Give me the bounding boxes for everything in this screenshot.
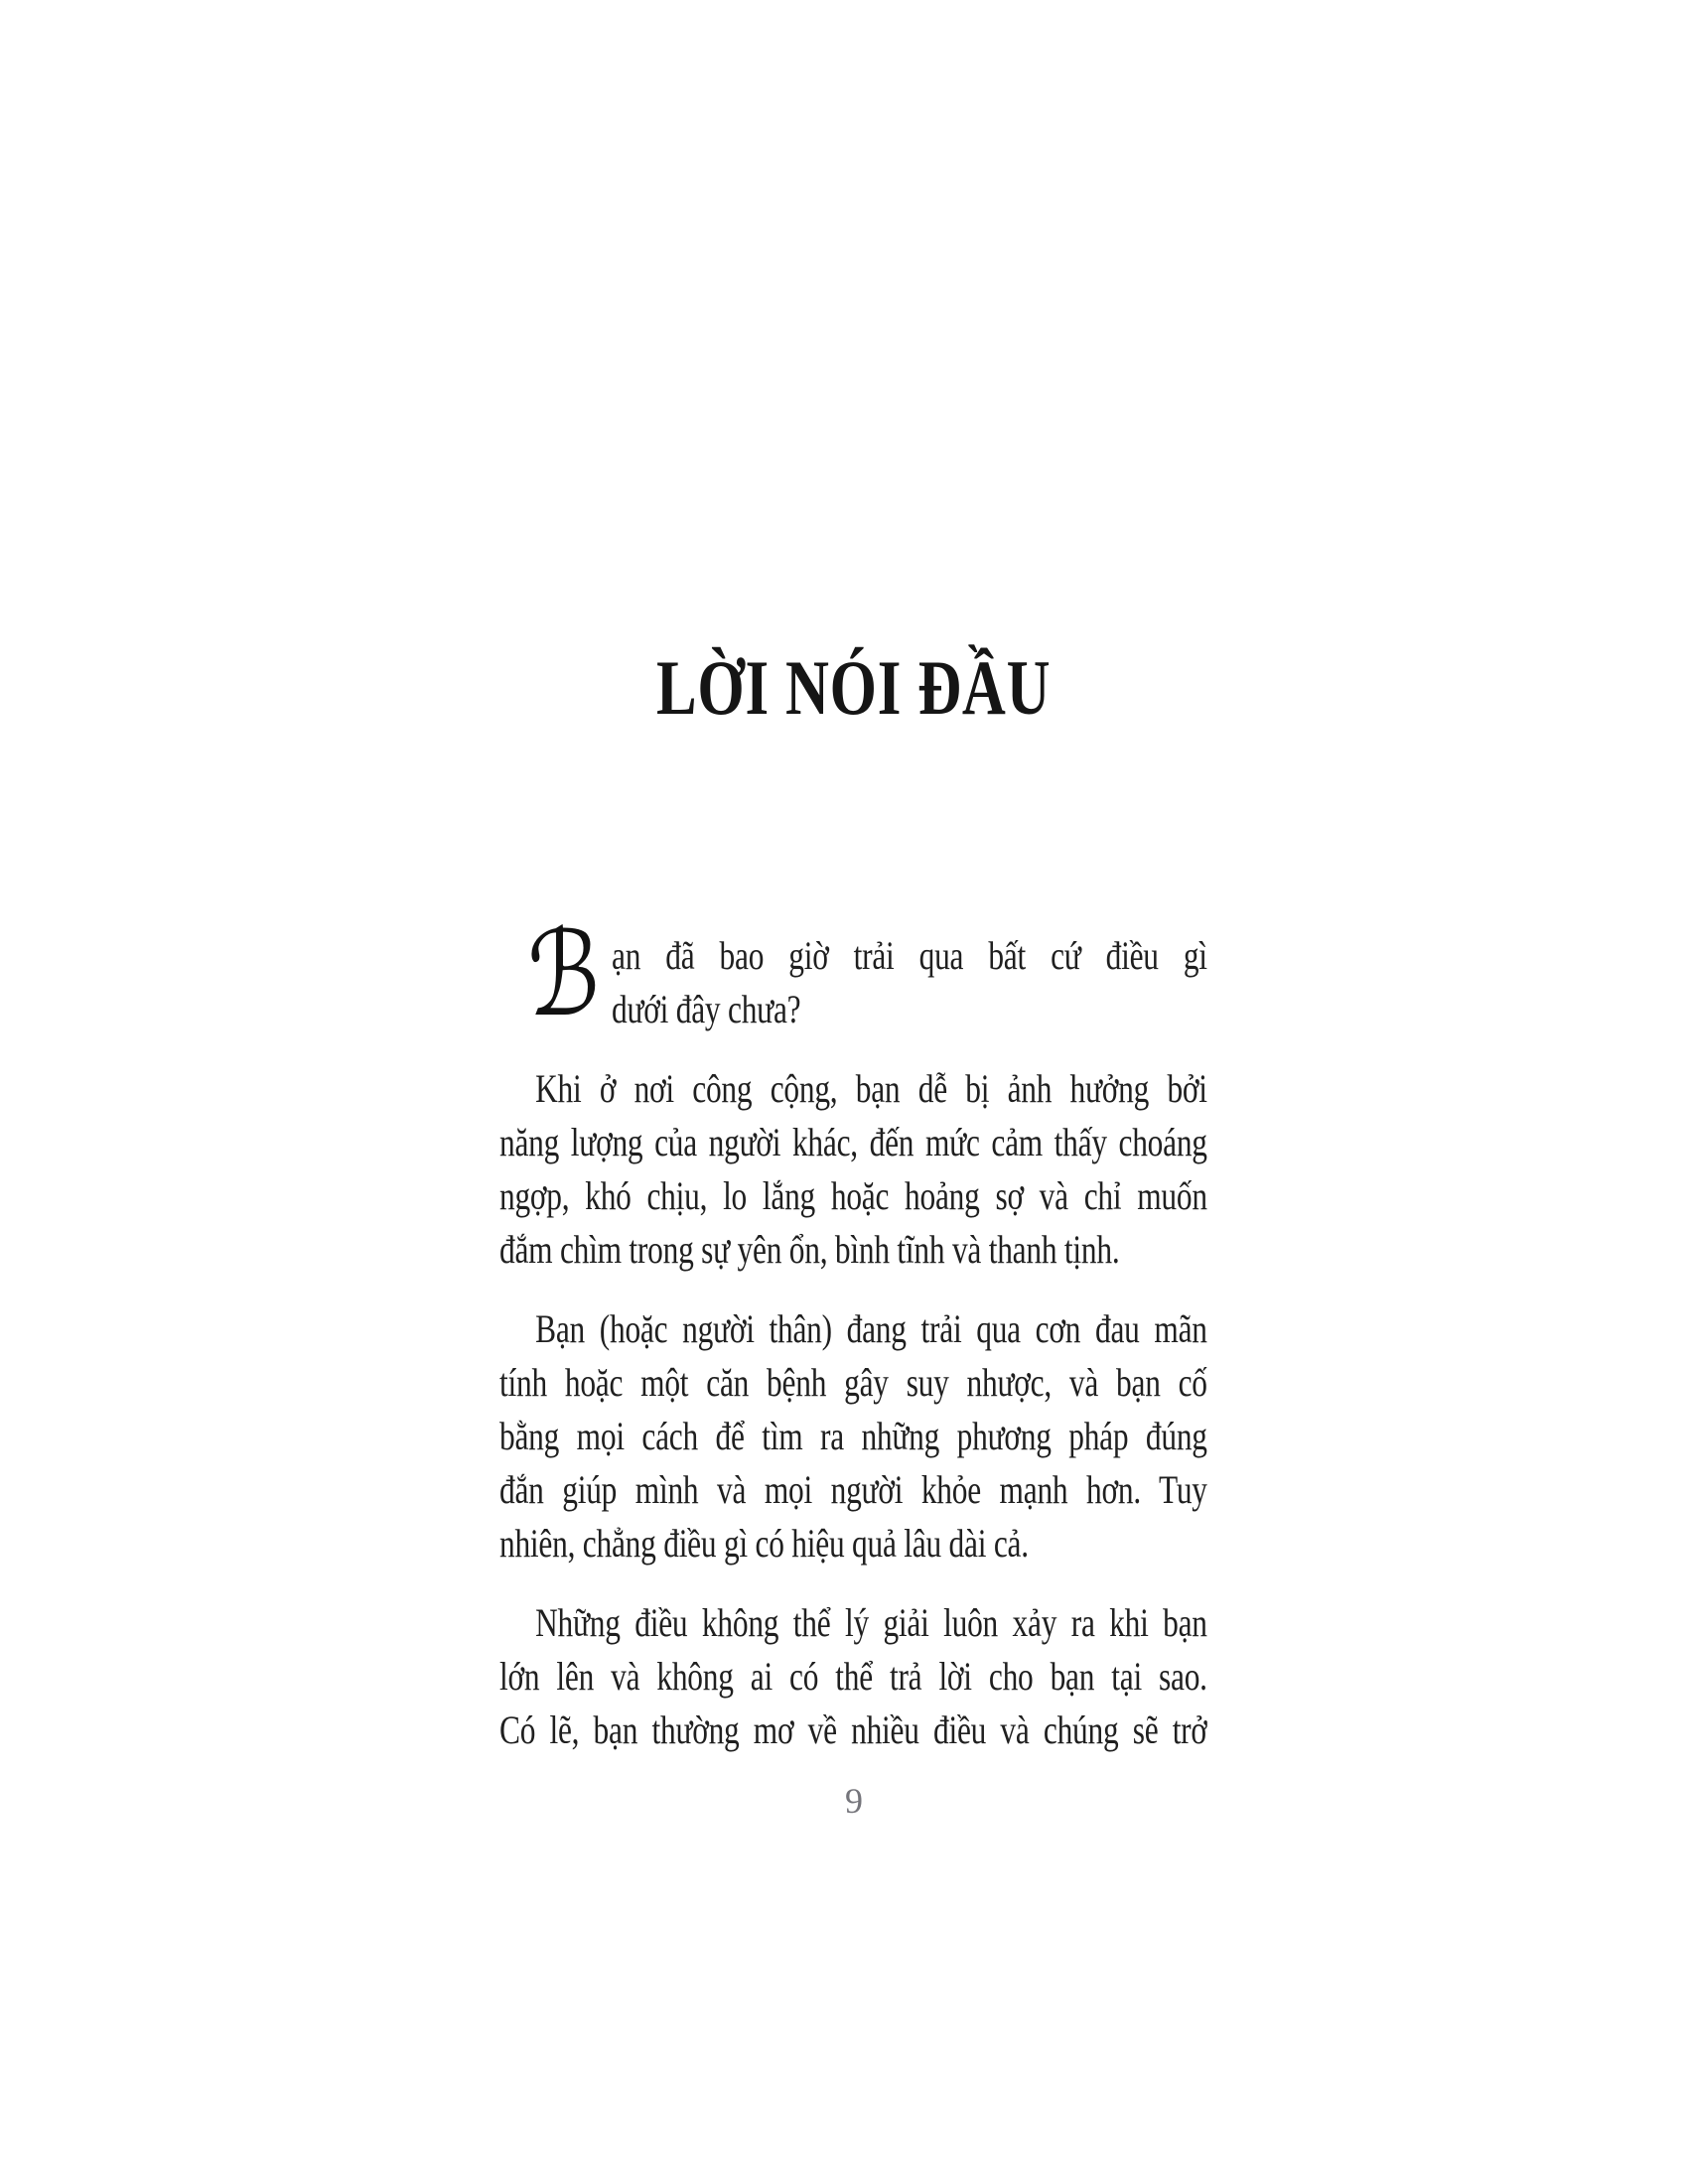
paragraph bbox=[499, 1596, 1207, 1757]
text-line: đắm chìm trong sự yên ổn, bình tĩnh và thanh tịnh. bbox=[499, 1227, 1120, 1272]
text-line: dưới đây chưa? bbox=[612, 987, 801, 1031]
paragraph bbox=[499, 1302, 1207, 1570]
text-line: năng lượng của người khác, đến mức cảm thấy choáng bbox=[499, 1120, 1207, 1164]
text-line: lớn lên và không ai có thể trả lời cho bạn tại sao. bbox=[499, 1654, 1207, 1699]
text-line: ạn đã bao giờ trải qua bất cứ điều gì bbox=[612, 933, 1207, 978]
paragraph-opening bbox=[499, 905, 1207, 1042]
text-line: Những điều không thể lý giải luôn xảy ra khi bạn bbox=[535, 1600, 1207, 1645]
body-text bbox=[499, 905, 1207, 1783]
text-line: đắn giúp mình và mọi người khỏe mạnh hơn. Tuy bbox=[499, 1467, 1207, 1512]
chapter-title-text: LỜI NÓI ĐẦU bbox=[656, 644, 1052, 731]
text-line: Khi ở nơi công cộng, bạn dễ bị ảnh hưởng bởi bbox=[535, 1066, 1207, 1111]
text-column bbox=[499, 0, 1208, 2184]
text-line: Có lẽ, bạn thường mơ về nhiều điều và chúng sẽ trở bbox=[499, 1707, 1207, 1752]
text-line: bằng mọi cách để tìm ra những phương pháp đúng bbox=[499, 1414, 1207, 1458]
text-line: nhiên, chẳng điều gì có hiệu quả lâu dài cả. bbox=[499, 1521, 1029, 1566]
text-line: tính hoặc một căn bệnh gây suy nhược, và bạn cố bbox=[499, 1360, 1207, 1405]
text-line: Bạn (hoặc người thân) đang trải qua cơn đau mãn bbox=[535, 1306, 1207, 1351]
page-number: 9 bbox=[845, 1781, 863, 1821]
chapter-title bbox=[499, 643, 1208, 733]
drop-cap: ℬ bbox=[527, 905, 601, 1042]
paragraph bbox=[499, 1062, 1207, 1277]
text-line: ngợp, khó chịu, lo lắng hoặc hoảng sợ và chỉ muốn bbox=[499, 1173, 1207, 1218]
